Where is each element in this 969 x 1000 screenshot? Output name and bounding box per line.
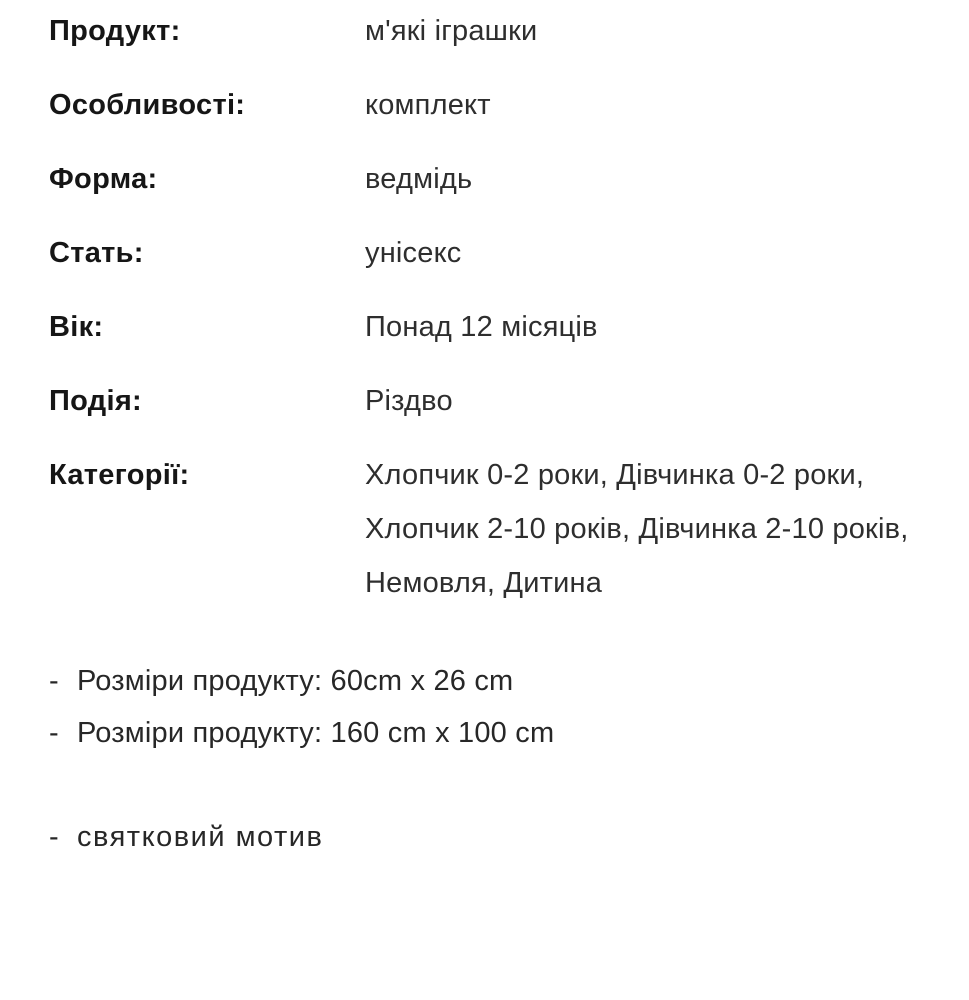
spec-label: Подія: <box>49 385 143 417</box>
spec-row-shape <box>49 152 914 206</box>
dash-bullet: - <box>49 665 59 697</box>
spec-label: Вік: <box>49 311 104 343</box>
spec-label: Особливості: <box>49 89 246 121</box>
note-text: Розміри продукту: 60cm x 26 cm <box>77 665 514 697</box>
note-item-dimensions-2 <box>49 707 914 759</box>
spec-row-product <box>49 4 914 58</box>
spec-value: Понад 12 місяців <box>365 311 598 343</box>
spec-list <box>49 4 914 610</box>
spec-value: Різдво <box>365 385 453 417</box>
spec-row-occasion <box>49 374 914 428</box>
spec-row-gender <box>49 226 914 280</box>
spec-row-categories <box>49 448 914 610</box>
note-item-festive-motif <box>49 811 914 863</box>
spec-label: Стать: <box>49 237 144 269</box>
spec-row-age <box>49 300 914 354</box>
dash-bullet: - <box>49 821 59 853</box>
spec-value: унісекс <box>365 237 462 269</box>
spec-value: ведмідь <box>365 163 473 195</box>
note-text: святковий мотив <box>77 821 324 853</box>
notes-list <box>49 655 914 863</box>
spec-label: Форма: <box>49 163 158 195</box>
spec-value: м'які іграшки <box>365 15 538 47</box>
note-text: Розміри продукту: 160 cm x 100 cm <box>77 717 555 749</box>
note-item-dimensions-1 <box>49 655 914 707</box>
spec-value: комплект <box>365 89 491 121</box>
spec-value: Хлопчик 0-2 роки, Дівчинка 0-2 роки, Хлопчик 2-10 років, Дівчинка 2-10 років, Немовля, Дитина <box>365 459 909 599</box>
dash-bullet: - <box>49 717 59 749</box>
spec-label: Продукт: <box>49 15 181 47</box>
spec-row-features <box>49 78 914 132</box>
spec-label: Категорії: <box>49 459 190 491</box>
